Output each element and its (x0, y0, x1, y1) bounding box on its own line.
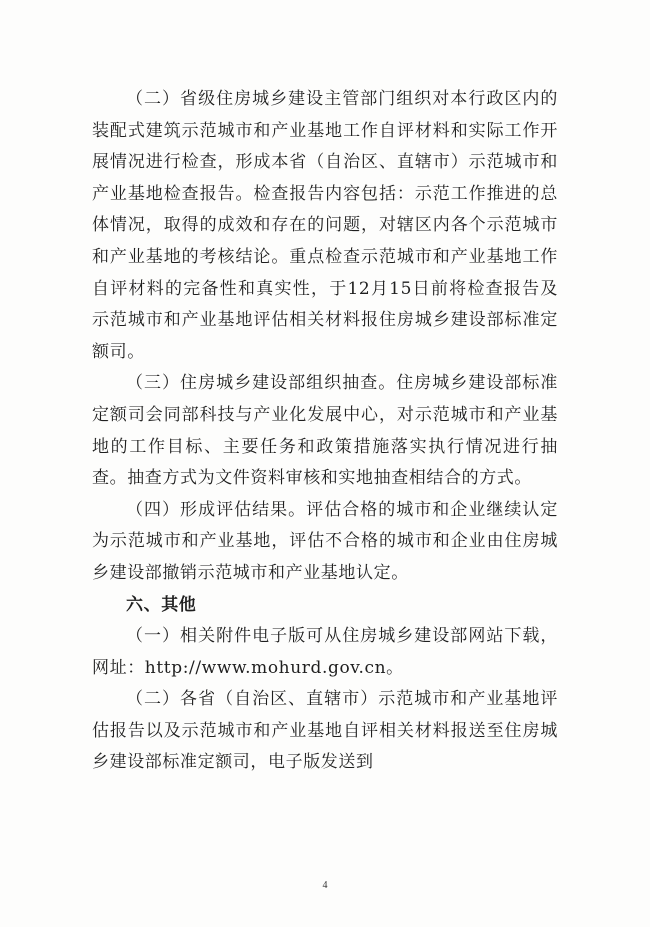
section-heading-other: 六、其他 (126, 594, 197, 615)
paragraph-provincial-inspection: （二）省级住房城乡建设主管部门组织对本行政区内的装配式建筑示范城市和产业基地工作自评材料和实际工作开展情况进行检查，形成本省（自治区、直辖市）示范城市和产业基地检查报告。检查报告内容包括：示范工作推进的总体情况，取得的成效和存在的问题，对辖区内各个示范城市和产业基地的考核结论。重点检查示范城市和产业基地工作自评材料的完备性和真实性，于12月15日前将检查报告及示范城市和产业基地评估相关材料报住房城乡建设部标准定额司。 (92, 89, 558, 362)
paragraph-evaluation-results: （四）形成评估结果。评估合格的城市和企业继续认定为示范城市和产业基地，评估不合格的城市和企业由住房城乡建设部撤销示范城市和产业基地认定。 (92, 499, 558, 583)
paragraph-attachment-download: （一）相关附件电子版可从住房城乡建设部网站下载，网址：http://www.mohurd.gov.cn。 (92, 626, 558, 678)
document-body (92, 84, 558, 779)
paragraph-ministry-spot-check: （三）住房城乡建设部组织抽查。住房城乡建设部标准定额司会同部科技与产业化发展中心，对示范城市和产业基地的工作目标、主要任务和政策措施落实执行情况进行抽查。抽查方式为文件资料审核和实地抽查相结合的方式。 (92, 373, 558, 489)
page-number: 4 (322, 880, 328, 891)
paragraph-report-submission: （二）各省（自治区、直辖市）示范城市和产业基地评估报告以及示范城市和产业基地自评相关材料报送至住房城乡建设部标准定额司，电子版发送到 (92, 689, 558, 773)
